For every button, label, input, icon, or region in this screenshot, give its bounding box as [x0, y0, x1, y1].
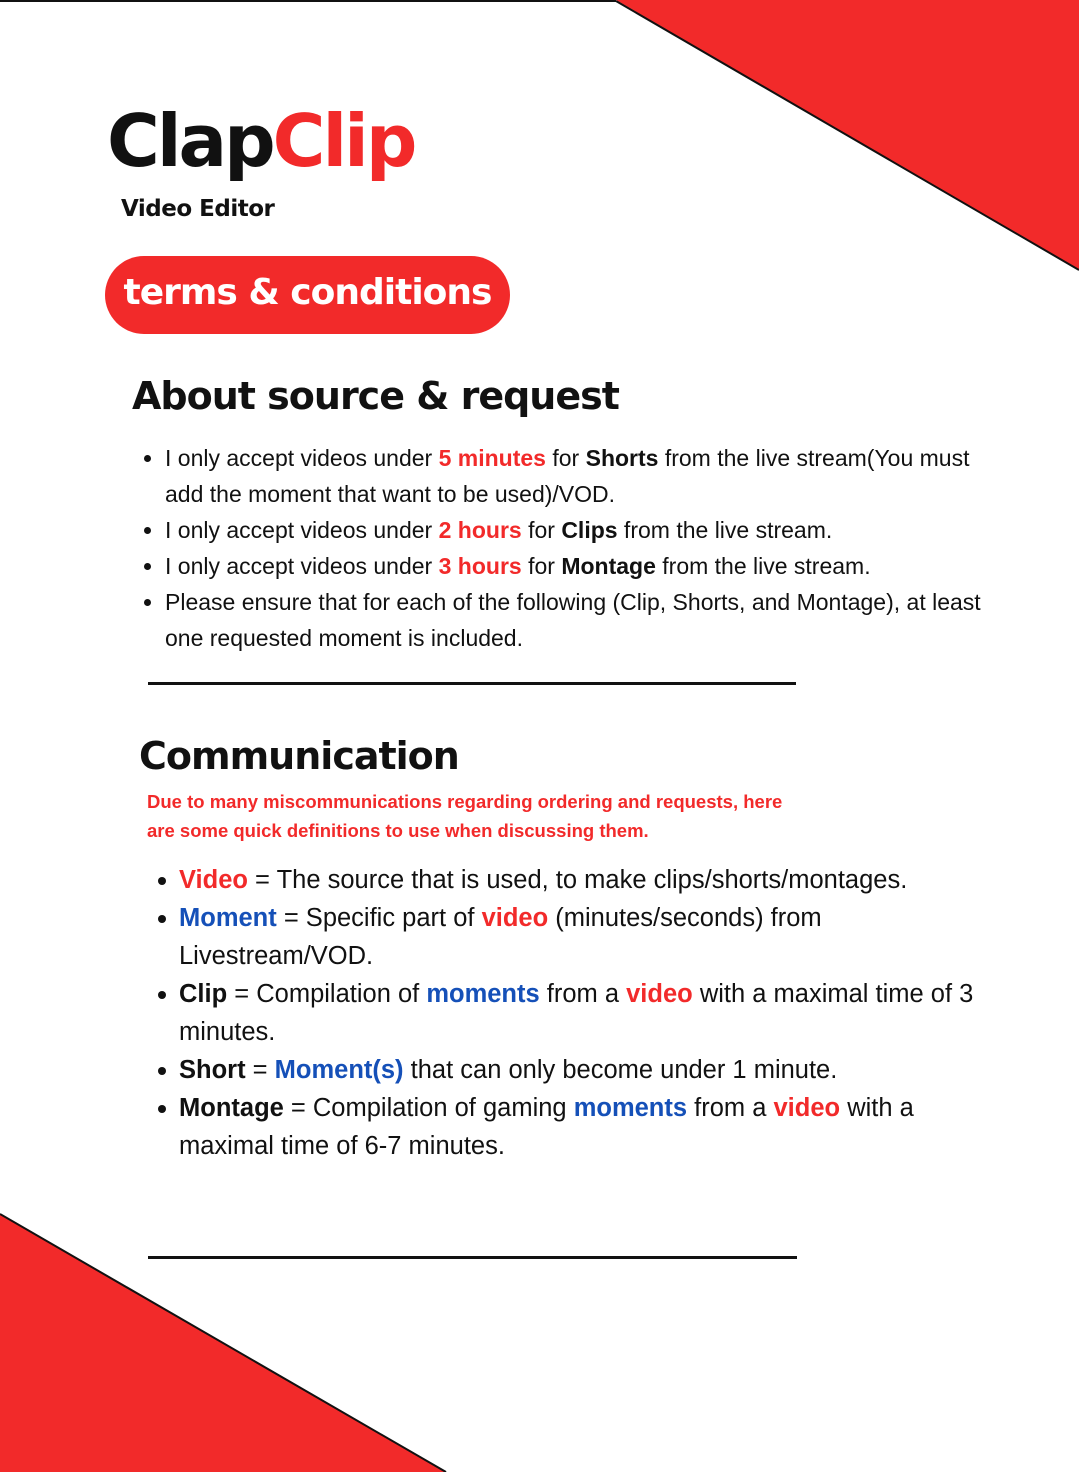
- item-text: with a maximal time of 3 minutes.: [179, 980, 974, 1046]
- divider-line: [148, 1256, 797, 1259]
- emphasis-text: video: [773, 1094, 841, 1122]
- emphasis-text: Shorts: [585, 445, 659, 471]
- list-item: [165, 548, 995, 584]
- list-item: [165, 512, 995, 548]
- item-text: with a maximal time of 6-7 minutes.: [179, 1094, 914, 1160]
- item-text: I only accept videos under: [165, 517, 439, 543]
- item-text: from the live stream.: [617, 517, 833, 543]
- item-text: for: [545, 445, 586, 471]
- emphasis-text: Clips: [561, 517, 618, 543]
- note-line-2: are some quick definitions to use when discussing them.: [147, 820, 649, 841]
- emphasis-text: video: [481, 904, 549, 932]
- emphasis-text: 2 hours: [438, 517, 522, 543]
- emphasis-text: Montage: [179, 1094, 284, 1122]
- item-text: that can only become under 1 minute.: [403, 1056, 838, 1084]
- item-text: = Specific part of: [276, 904, 482, 932]
- list-item: [165, 584, 995, 656]
- item-text: =: [245, 1056, 275, 1084]
- list-item: [179, 899, 979, 975]
- list-item: [179, 975, 979, 1051]
- emphasis-text: Short: [179, 1056, 246, 1084]
- note-line-1: Due to many miscommunications regarding ordering and requests, here: [147, 791, 783, 812]
- emphasis-text: 5 minutes: [438, 445, 546, 471]
- emphasis-text: moments: [426, 980, 540, 1008]
- item-text: Please ensure that for each of the following (Clip, Shorts, and Montage), at least one requested moment is included.: [165, 589, 981, 651]
- list-item: [179, 1051, 979, 1089]
- brand-logo: [107, 99, 415, 183]
- item-text: I only accept videos under: [165, 445, 439, 471]
- terms-badge: terms & conditions: [105, 256, 510, 334]
- about-list: [165, 440, 995, 656]
- section-heading-about: About source & request: [132, 374, 619, 418]
- emphasis-text: Moment: [179, 904, 277, 932]
- item-text: from the live stream.: [655, 553, 871, 579]
- emphasis-text: Video: [179, 866, 248, 894]
- item-text: = The source that is used, to make clips/shorts/montages.: [247, 866, 908, 894]
- emphasis-text: video: [626, 980, 693, 1008]
- list-item: [179, 1089, 979, 1165]
- divider-line: [148, 682, 796, 685]
- brand-name-part1: Clap: [107, 99, 273, 183]
- item-text: (minutes/seconds) from Livestream/VOD.: [179, 904, 822, 970]
- communication-note: [147, 787, 847, 845]
- emphasis-text: Moment(s): [274, 1056, 404, 1084]
- item-text: from a: [687, 1094, 774, 1122]
- item-text: from the live stream(You must add the moment that want to be used)/VOD.: [165, 445, 970, 507]
- item-text: = Compilation of gaming: [283, 1094, 574, 1122]
- item-text: = Compilation of: [227, 980, 427, 1008]
- emphasis-text: Clip: [179, 980, 228, 1008]
- item-text: for: [521, 517, 562, 543]
- list-item: [165, 440, 995, 512]
- definitions-list: [179, 861, 979, 1165]
- section-heading-communication: Communication: [139, 734, 459, 778]
- item-text: for: [521, 553, 562, 579]
- brand-name-part2: Clip: [272, 99, 415, 183]
- item-text: from a: [539, 980, 627, 1008]
- emphasis-text: moments: [573, 1094, 688, 1122]
- emphasis-text: 3 hours: [438, 553, 522, 579]
- list-item: [179, 861, 979, 899]
- emphasis-text: Montage: [561, 553, 656, 579]
- brand-subtitle: Video Editor: [121, 196, 275, 222]
- item-text: I only accept videos under: [165, 553, 439, 579]
